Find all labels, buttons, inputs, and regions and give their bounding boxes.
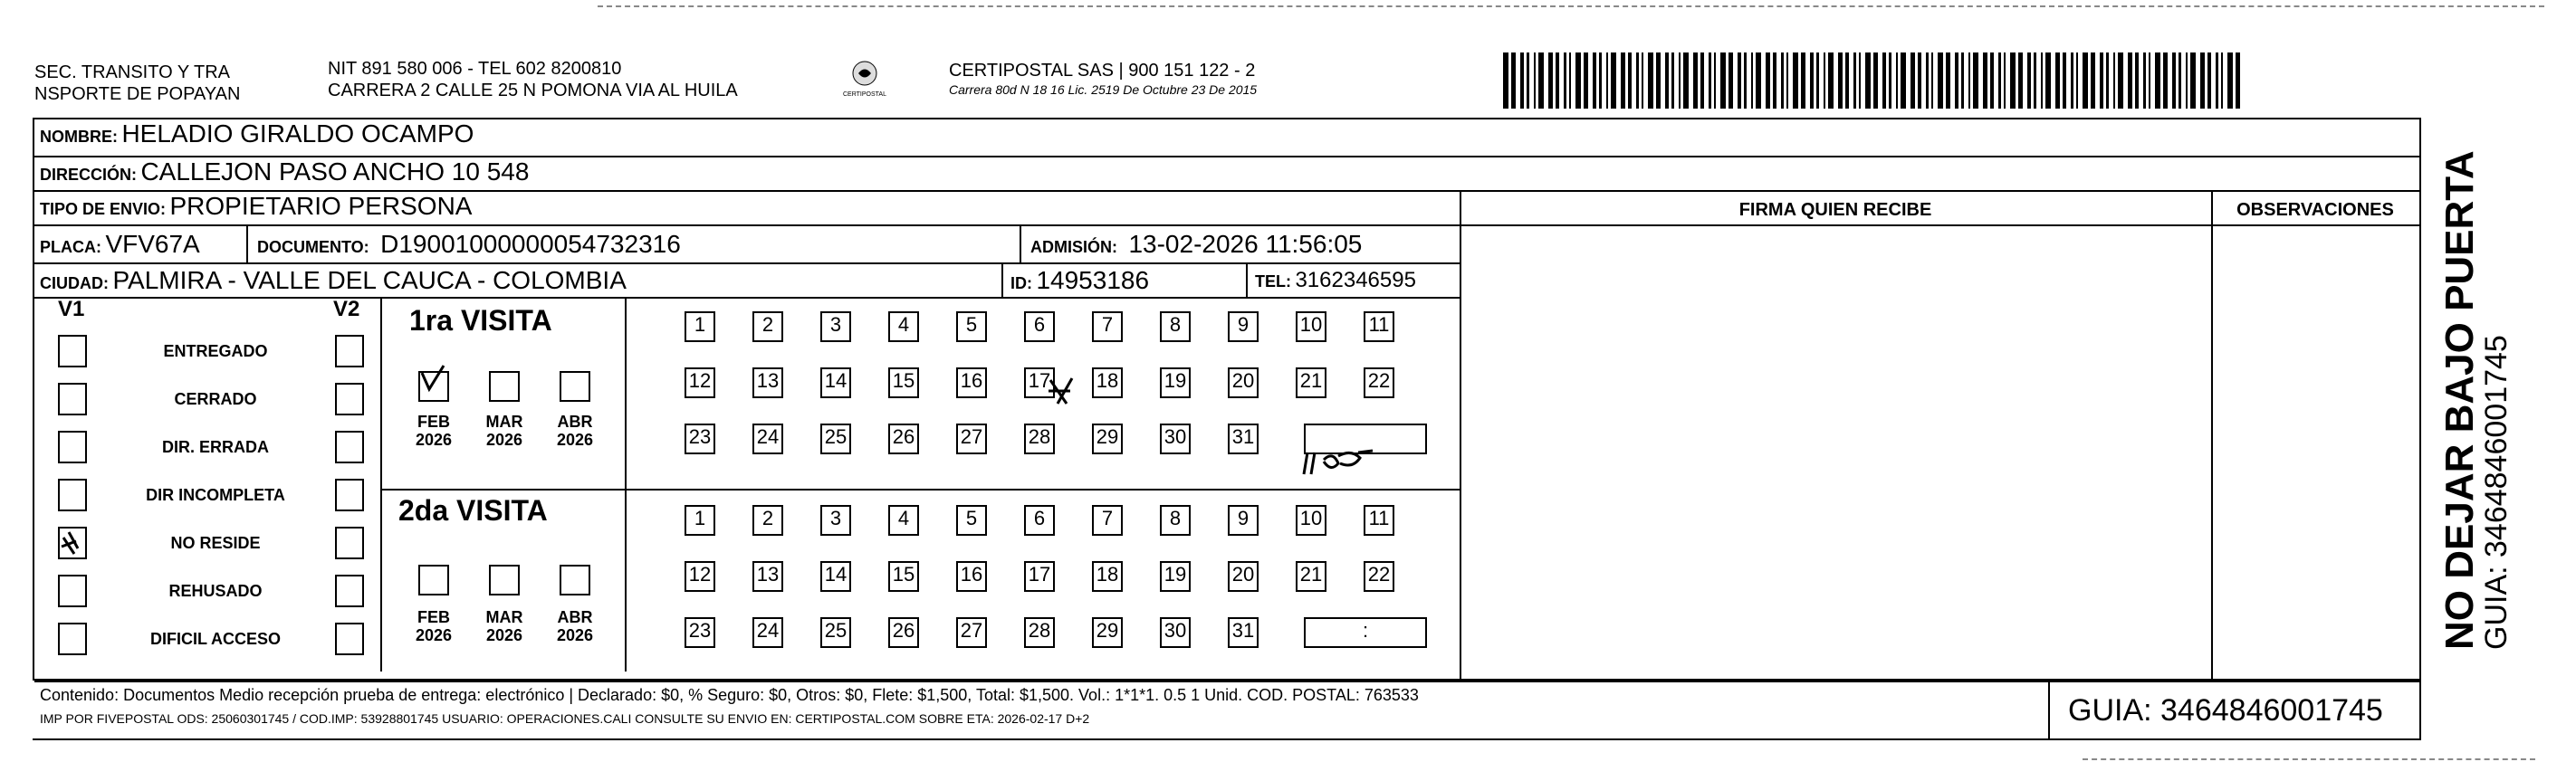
direccion-label: DIRECCIÓN: bbox=[40, 166, 137, 184]
id-value: 14953186 bbox=[1036, 266, 1150, 294]
month-label: ABR bbox=[557, 413, 593, 431]
status-label: CERRADO bbox=[174, 390, 257, 408]
documento-value: D19001000000054732316 bbox=[380, 230, 681, 258]
day-box[interactable]: 13 bbox=[752, 367, 783, 398]
sender-line-2: NSPORTE DE POPAYAN bbox=[34, 84, 241, 104]
day-box[interactable]: 17 bbox=[1024, 367, 1055, 398]
day-box[interactable]: 7 bbox=[1092, 505, 1123, 536]
documento-label: DOCUMENTO: bbox=[257, 238, 369, 256]
status-label: NO RESIDE bbox=[170, 534, 261, 552]
obs-header: OBSERVACIONES bbox=[2211, 194, 2419, 226]
placa-label: PLACA: bbox=[40, 238, 101, 256]
day-box[interactable]: 30 bbox=[1160, 424, 1191, 454]
second-visit-title: 2da VISITA bbox=[398, 494, 548, 527]
day-box[interactable]: 10 bbox=[1296, 311, 1326, 342]
company-sub: Carrera 80d N 18 16 Lic. 2519 De Octubre 23 De 2015 bbox=[949, 82, 1258, 97]
day-box[interactable]: 4 bbox=[888, 311, 919, 342]
month-label: MAR bbox=[485, 608, 523, 626]
day-box[interactable]: 20 bbox=[1228, 561, 1259, 592]
day-box[interactable]: 18 bbox=[1092, 561, 1123, 592]
day-box[interactable]: 25 bbox=[820, 617, 851, 648]
day-box[interactable]: 11 bbox=[1364, 505, 1394, 536]
first-visit-title: 1ra VISITA bbox=[409, 304, 552, 337]
day-box[interactable]: 21 bbox=[1296, 367, 1326, 398]
company-name: CERTIPOSTAL SAS | 900 151 122 - 2 bbox=[949, 61, 1256, 81]
day-box[interactable]: 20 bbox=[1228, 367, 1259, 398]
placa-value: VFV67A bbox=[105, 230, 200, 258]
month-label: ABR bbox=[557, 608, 593, 626]
year-label: 2026 bbox=[485, 626, 523, 644]
day-box[interactable]: 27 bbox=[956, 617, 987, 648]
year-label: 2026 bbox=[485, 431, 523, 449]
day-box[interactable]: 29 bbox=[1092, 617, 1123, 648]
day-box[interactable]: 16 bbox=[956, 561, 987, 592]
day-box[interactable]: 1 bbox=[685, 311, 715, 342]
month-label: FEB bbox=[417, 608, 450, 626]
footer-bottom-line bbox=[33, 738, 2050, 740]
day-box[interactable]: 22 bbox=[1364, 561, 1394, 592]
side-warning: NO DEJAR BAJO PUERTA bbox=[2437, 150, 2482, 650]
day-box[interactable]: 28 bbox=[1024, 617, 1055, 648]
footer-guia: GUIA: 3464846001745 bbox=[2068, 693, 2383, 728]
year-label: 2026 bbox=[556, 626, 594, 644]
year-label: 2026 bbox=[415, 626, 453, 644]
day-box[interactable]: 16 bbox=[956, 367, 987, 398]
day-box[interactable]: 29 bbox=[1092, 424, 1123, 454]
day-box[interactable]: 3 bbox=[820, 505, 851, 536]
tipo-value: PROPIETARIO PERSONA bbox=[169, 192, 473, 220]
day-box[interactable]: 28 bbox=[1024, 424, 1055, 454]
v1-label: V1 bbox=[58, 297, 85, 321]
month-label: FEB bbox=[417, 413, 450, 431]
status-label: DIR INCOMPLETA bbox=[146, 486, 285, 504]
day-box[interactable]: 17 bbox=[1024, 561, 1055, 592]
v2-label: V2 bbox=[333, 297, 360, 321]
day-box[interactable]: 23 bbox=[685, 424, 715, 454]
day-box[interactable]: 12 bbox=[685, 367, 715, 398]
day-box[interactable]: 19 bbox=[1160, 367, 1191, 398]
ciudad-label: CIUDAD: bbox=[40, 274, 109, 292]
year-label: 2026 bbox=[415, 431, 453, 449]
day-box[interactable]: 9 bbox=[1228, 311, 1259, 342]
day-box[interactable]: 30 bbox=[1160, 617, 1191, 648]
day-box[interactable]: 13 bbox=[752, 561, 783, 592]
day-box[interactable]: 25 bbox=[820, 424, 851, 454]
tel-label: TEL: bbox=[1255, 272, 1291, 291]
year-label: 2026 bbox=[556, 431, 594, 449]
day-box[interactable]: 6 bbox=[1024, 505, 1055, 536]
sender-address: CARRERA 2 CALLE 25 N POMONA VIA AL HUILA bbox=[328, 81, 738, 100]
nombre-label: NOMBRE: bbox=[40, 128, 118, 146]
day-box[interactable]: 5 bbox=[956, 505, 987, 536]
side-guia: GUIA: 3464846001745 bbox=[2479, 335, 2514, 650]
day-box[interactable]: 14 bbox=[820, 367, 851, 398]
day-box[interactable]: 27 bbox=[956, 424, 987, 454]
day-box[interactable]: 19 bbox=[1160, 561, 1191, 592]
day-box[interactable]: 21 bbox=[1296, 561, 1326, 592]
tipo-label: TIPO DE ENVIO: bbox=[40, 200, 167, 218]
footer-imp: IMP POR FIVEPOSTAL ODS: 25060301745 / COD.IMP: 53928801745 USUARIO: OPERACIONES.CALI CONSULTE SU ENVIO EN: CERTIPOSTAL.COM SOBRE ETA: 2026-02-17 D+2 bbox=[40, 711, 1090, 726]
day-box[interactable]: 22 bbox=[1364, 367, 1394, 398]
ciudad-value: PALMIRA - VALLE DEL CAUCA - COLOMBIA bbox=[112, 266, 627, 294]
sender-line-1: SEC. TRANSITO Y TRA bbox=[34, 62, 230, 82]
day-box[interactable]: 26 bbox=[888, 617, 919, 648]
day-box[interactable]: 31 bbox=[1228, 617, 1259, 648]
day-box[interactable]: 1 bbox=[685, 505, 715, 536]
day-box[interactable]: 23 bbox=[685, 617, 715, 648]
footer-contenido: Contenido: Documentos Medio recepción prueba de entrega: electrónico | Declarado: $0, % Seguro: $0, Otros: $0, Flete: $1,500, Total: $1,500. Vol.: 1*1*1. 0.5 1 Unid. COD. POSTAL: 763533 bbox=[40, 686, 1419, 704]
day-box[interactable]: 2 bbox=[752, 311, 783, 342]
admision-label: ADMISIÓN: bbox=[1030, 238, 1117, 256]
day-box[interactable]: 5 bbox=[956, 311, 987, 342]
status-label: ENTREGADO bbox=[163, 342, 268, 360]
month-label: MAR bbox=[485, 413, 523, 431]
logo-text: CERTIPOSTAL bbox=[843, 91, 886, 98]
day-box[interactable]: 18 bbox=[1092, 367, 1123, 398]
day-box[interactable]: 7 bbox=[1092, 311, 1123, 342]
tel-value: 3162346595 bbox=[1295, 268, 1416, 292]
day-box[interactable]: 8 bbox=[1160, 505, 1191, 536]
direccion-value: CALLEJON PASO ANCHO 10 548 bbox=[140, 157, 530, 186]
day-box[interactable]: 12 bbox=[685, 561, 715, 592]
status-label: REHUSADO bbox=[168, 582, 263, 600]
sender-nit: NIT 891 580 006 - TEL 602 8200810 bbox=[328, 59, 622, 79]
day-box[interactable]: 11 bbox=[1364, 311, 1394, 342]
status-label: DIFICIL ACCESO bbox=[149, 630, 281, 648]
day-box[interactable]: 24 bbox=[752, 617, 783, 648]
day-box[interactable]: 15 bbox=[888, 367, 919, 398]
day-box[interactable]: 14 bbox=[820, 561, 851, 592]
nombre-value: HELADIO GIRALDO OCAMPO bbox=[121, 119, 474, 148]
day-box[interactable]: 26 bbox=[888, 424, 919, 454]
day-box[interactable]: 6 bbox=[1024, 311, 1055, 342]
day-box[interactable]: 31 bbox=[1228, 424, 1259, 454]
day-box[interactable]: 4 bbox=[888, 505, 919, 536]
day-box[interactable]: 10 bbox=[1296, 505, 1326, 536]
status-label: DIR. ERRADA bbox=[161, 438, 269, 456]
admision-value: 13-02-2026 11:56:05 bbox=[1128, 230, 1363, 258]
day-box[interactable]: 2 bbox=[752, 505, 783, 536]
day-box[interactable]: 24 bbox=[752, 424, 783, 454]
day-box[interactable]: 8 bbox=[1160, 311, 1191, 342]
day-box[interactable]: 3 bbox=[820, 311, 851, 342]
id-label: ID: bbox=[1010, 274, 1032, 292]
firma-header: FIRMA QUIEN RECIBE bbox=[1460, 194, 2211, 226]
day-box[interactable]: 15 bbox=[888, 561, 919, 592]
day-box[interactable]: 9 bbox=[1228, 505, 1259, 536]
time-box[interactable]: : bbox=[1304, 617, 1427, 648]
